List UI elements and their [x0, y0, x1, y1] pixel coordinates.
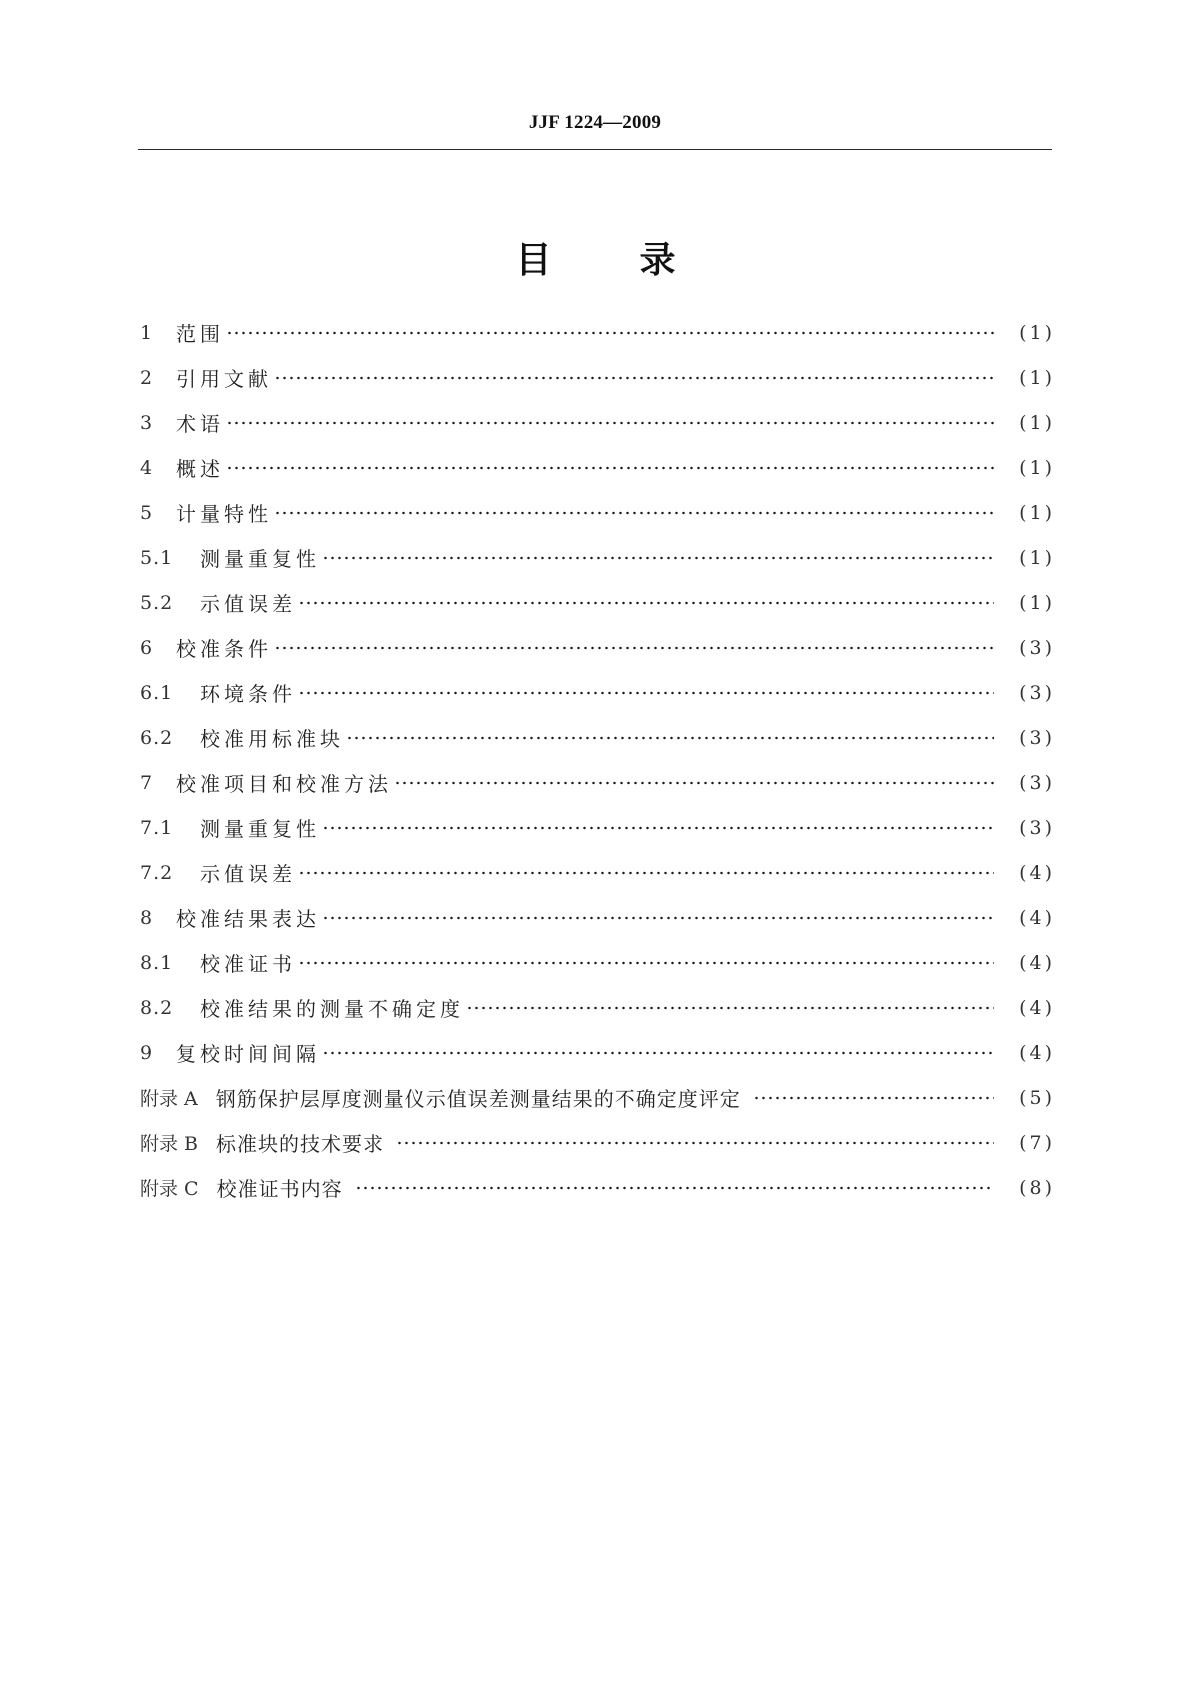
table-of-contents: [140, 310, 1052, 1210]
toc-entry-5-2[interactable]: [140, 580, 1052, 625]
toc-number: 8.1: [140, 951, 174, 974]
toc-entry-appendix-a[interactable]: [140, 1075, 1052, 1120]
toc-page-number: ( 1 ): [1019, 591, 1052, 614]
toc-page-number: ( 3 ): [1019, 636, 1052, 659]
dot-leader: [322, 548, 994, 568]
toc-number: 2: [140, 366, 154, 389]
toc-title: 环境条件: [200, 682, 296, 706]
toc-page-number: ( 1 ): [1019, 546, 1052, 569]
title-char-1: 目: [515, 240, 552, 281]
toc-title: 校准项目和校准方法: [176, 772, 392, 796]
toc-entry-4[interactable]: [140, 445, 1052, 490]
toc-page-number: ( 4 ): [1019, 906, 1052, 929]
dot-leader: [226, 323, 994, 343]
dot-leader: [298, 863, 994, 883]
dot-leader: [322, 1043, 994, 1063]
toc-title: 引用文献: [176, 367, 272, 391]
dot-leader: [274, 368, 994, 388]
toc-page-number: ( 4 ): [1019, 861, 1052, 884]
toc-title: 校准条件: [176, 637, 272, 661]
toc-entry-2[interactable]: [140, 355, 1052, 400]
toc-entry-9[interactable]: [140, 1030, 1052, 1075]
toc-entry-5[interactable]: [140, 490, 1052, 535]
toc-title: 校准结果的测量不确定度: [200, 997, 464, 1021]
title-char-2: 录: [639, 240, 676, 281]
toc-title: 校准证书内容: [216, 1177, 343, 1201]
toc-page-number: ( 4 ): [1019, 951, 1052, 974]
toc-number: 5: [140, 501, 154, 524]
toc-number: 6.1: [140, 681, 174, 704]
toc-title: 示值误差: [200, 862, 296, 886]
toc-entry-5-1[interactable]: [140, 535, 1052, 580]
dot-leader: [226, 413, 994, 433]
header-rule: [138, 149, 1052, 150]
toc-page-number: ( 3 ): [1019, 771, 1052, 794]
dot-leader: [394, 773, 994, 793]
toc-page-number: ( 4 ): [1019, 996, 1052, 1019]
dot-leader: [274, 503, 994, 523]
toc-page-number: ( 1 ): [1019, 366, 1052, 389]
toc-entry-6[interactable]: [140, 625, 1052, 670]
toc-title: 示值误差: [200, 592, 296, 616]
toc-number: 4: [140, 456, 154, 479]
toc-number: 附录 B: [140, 1133, 199, 1155]
toc-number: 7.2: [140, 861, 174, 884]
page-title: [0, 232, 1191, 283]
toc-number: 5.1: [140, 546, 174, 569]
toc-number: 7.1: [140, 816, 174, 839]
toc-title: 术语: [176, 412, 224, 436]
toc-page-number: ( 7 ): [1019, 1131, 1052, 1154]
toc-entry-3[interactable]: [140, 400, 1052, 445]
toc-title: 校准用标准块: [200, 727, 344, 751]
toc-page-number: ( 1 ): [1019, 411, 1052, 434]
dot-leader: [298, 593, 994, 613]
standard-code-header: JJF 1224—2009: [528, 112, 662, 133]
toc-entry-7[interactable]: [140, 760, 1052, 805]
toc-number: 8.2: [140, 996, 174, 1019]
toc-entry-8[interactable]: [140, 895, 1052, 940]
toc-page-number: ( 3 ): [1019, 726, 1052, 749]
toc-number: 1: [140, 321, 154, 344]
toc-entry-1[interactable]: [140, 310, 1052, 355]
toc-number: 7: [140, 771, 154, 794]
toc-number: 8: [140, 906, 154, 929]
toc-entry-6-2[interactable]: [140, 715, 1052, 760]
toc-title: 测量重复性: [200, 547, 320, 571]
dot-leader: [346, 728, 994, 748]
dot-leader: [355, 1178, 994, 1198]
toc-title: 概述: [176, 457, 224, 481]
toc-title: 范围: [176, 322, 224, 346]
toc-title: 标准块的技术要求: [216, 1132, 385, 1156]
toc-title: 计量特性: [176, 502, 272, 526]
toc-page-number: ( 4 ): [1019, 1041, 1052, 1064]
toc-page-number: ( 1 ): [1019, 501, 1052, 524]
toc-page-number: ( 3 ): [1019, 816, 1052, 839]
toc-number: 5.2: [140, 591, 174, 614]
toc-entry-8-2[interactable]: [140, 985, 1052, 1030]
toc-number: 6.2: [140, 726, 174, 749]
dot-leader: [396, 1133, 994, 1153]
toc-page-number: ( 1 ): [1019, 321, 1052, 344]
toc-title: 校准证书: [200, 952, 296, 976]
dot-leader: [226, 458, 994, 478]
toc-entry-7-1[interactable]: [140, 805, 1052, 850]
dot-leader: [322, 818, 994, 838]
toc-title: 校准结果表达: [176, 907, 320, 931]
toc-page-number: ( 1 ): [1019, 456, 1052, 479]
dot-leader: [274, 638, 994, 658]
toc-entry-appendix-b[interactable]: [140, 1120, 1052, 1165]
dot-leader: [753, 1088, 994, 1108]
dot-leader: [298, 683, 994, 703]
toc-page-number: ( 8 ): [1019, 1176, 1052, 1199]
toc-entry-7-2[interactable]: [140, 850, 1052, 895]
toc-number: 附录 A: [140, 1088, 198, 1110]
dot-leader: [322, 908, 994, 928]
toc-number: 3: [140, 411, 154, 434]
toc-entry-appendix-c[interactable]: [140, 1165, 1052, 1210]
toc-entry-6-1[interactable]: [140, 670, 1052, 715]
toc-number: 9: [140, 1041, 154, 1064]
dot-leader: [466, 998, 994, 1018]
toc-number: 6: [140, 636, 154, 659]
toc-entry-8-1[interactable]: [140, 940, 1052, 985]
toc-page-number: ( 5 ): [1019, 1086, 1052, 1109]
toc-title: 钢筋保护层厚度测量仪示值误差测量结果的不确定度评定: [215, 1087, 741, 1111]
dot-leader: [298, 953, 994, 973]
toc-page-number: ( 3 ): [1019, 681, 1052, 704]
toc-number: 附录 C: [140, 1178, 199, 1200]
toc-title: 复校时间间隔: [176, 1042, 320, 1066]
toc-title: 测量重复性: [200, 817, 320, 841]
